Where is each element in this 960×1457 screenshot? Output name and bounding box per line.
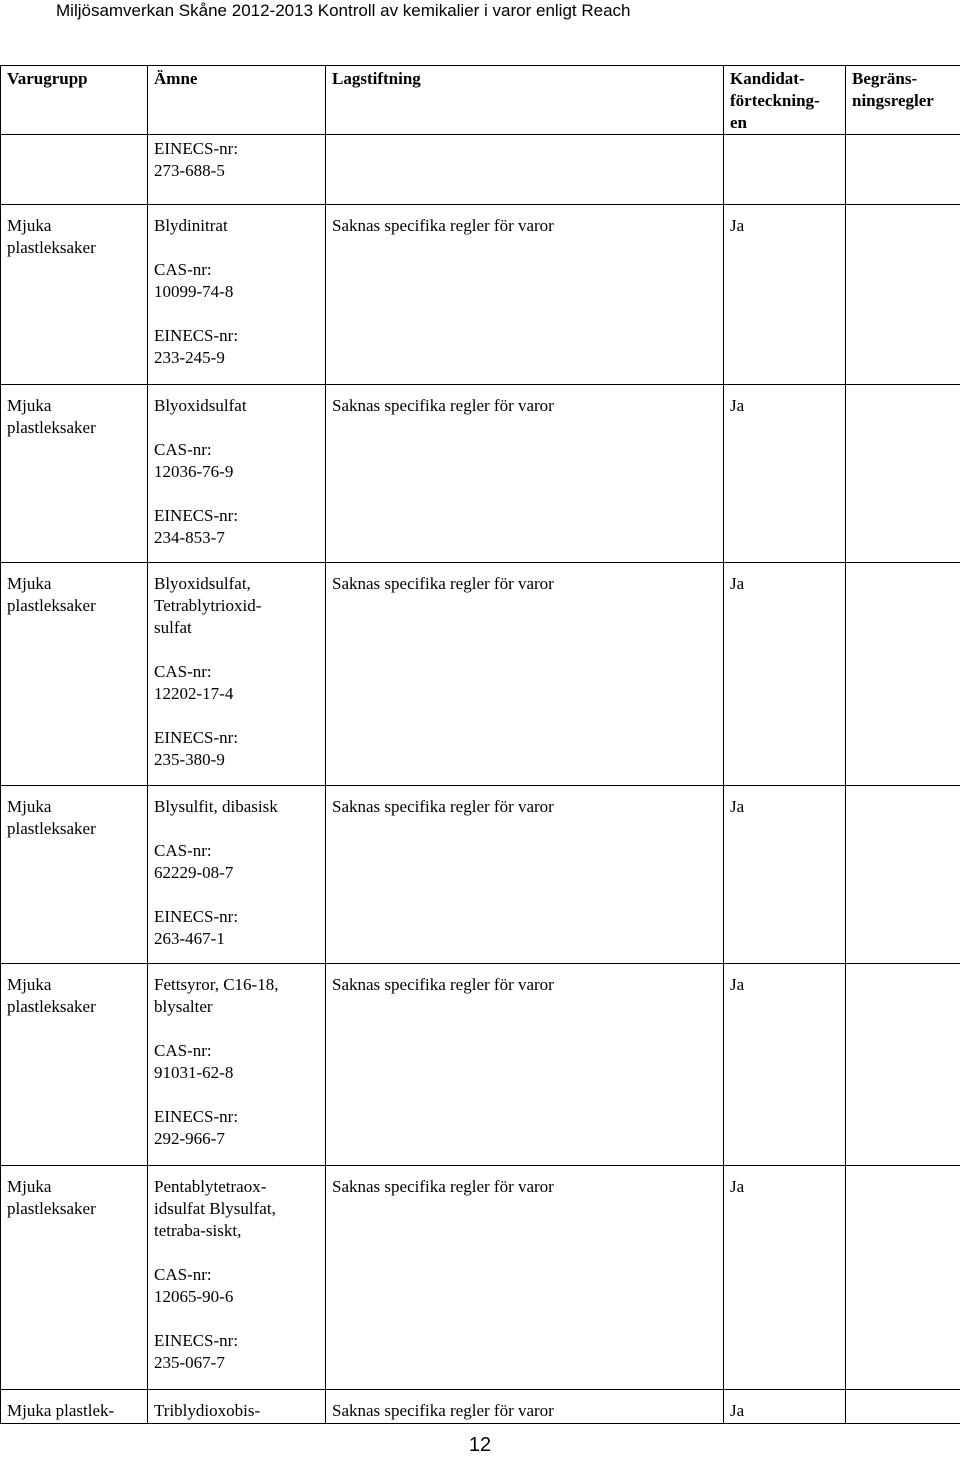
candidate-cell: Ja	[724, 385, 846, 563]
header-text: Miljösamverkan Skåne 2012-2013 Kontroll av kemikalier i varor enligt Reach	[56, 1, 631, 20]
table-row	[1, 563, 960, 786]
group-cell: Mjuka plastlek-	[1, 1390, 148, 1424]
substance-name: Fettsyror, C16-18, blysalter	[154, 975, 279, 1016]
group-cell: Mjuka plastleksaker	[1, 385, 148, 563]
candidate-cell: Ja	[724, 205, 846, 385]
col-header-begransning: Begräns-ningsregler	[846, 66, 960, 135]
substance-cell	[148, 385, 326, 563]
restriction-cell	[846, 385, 960, 563]
candidate-cell: Ja	[724, 1390, 846, 1424]
page-header	[0, 0, 960, 24]
table-header-row	[1, 66, 960, 135]
group-cell: Mjuka plastleksaker	[1, 1166, 148, 1390]
substance-cell	[148, 786, 326, 964]
restriction-cell	[846, 786, 960, 964]
substance-name: Blyoxidsulfat, Tetrablytrioxid-sulfat	[154, 574, 262, 637]
substance-name: Blysulfit, dibasisk	[154, 797, 278, 816]
law-cell: Saknas specifika regler för varor	[326, 964, 724, 1166]
table-row	[1, 1390, 960, 1424]
einecs-number: EINECS-nr: 263-467-1	[154, 907, 239, 948]
col-header-kandidat: Kandidat-förteckning-en	[724, 66, 846, 135]
substance-cell	[148, 563, 326, 786]
restriction-cell	[846, 1166, 960, 1390]
cas-number: CAS-nr: 10099-74-8	[154, 260, 234, 301]
candidate-cell: Ja	[724, 1166, 846, 1390]
einecs-number: EINECS-nr: 233-245-9	[154, 326, 239, 367]
substance-cell: Triblydioxobis-	[148, 1390, 326, 1424]
einecs-value: 273-688-5	[154, 161, 225, 180]
restriction-cell	[846, 1390, 960, 1424]
law-cell: Saknas specifika regler för varor	[326, 563, 724, 786]
law-cell: Saknas specifika regler för varor	[326, 786, 724, 964]
group-cell: Mjuka plastleksaker	[1, 964, 148, 1166]
restriction-cell	[846, 205, 960, 385]
law-cell: Saknas specifika regler för varor	[326, 205, 724, 385]
law-cell: Saknas specifika regler för varor	[326, 1390, 724, 1424]
substance-cell	[148, 205, 326, 385]
cas-number: CAS-nr: 12202-17-4	[154, 662, 234, 703]
cas-number: CAS-nr: 62229-08-7	[154, 841, 234, 882]
group-cell: Mjuka plastleksaker	[1, 786, 148, 964]
cas-number: CAS-nr: 91031-62-8	[154, 1041, 234, 1082]
group-cell: Mjuka plastleksaker	[1, 205, 148, 385]
table-row	[1, 205, 960, 385]
einecs-number: EINECS-nr: 235-380-9	[154, 728, 239, 769]
group-cell: Mjuka plastleksaker	[1, 563, 148, 786]
col-header-amne: Ämne	[148, 66, 326, 135]
restriction-cell	[846, 563, 960, 786]
table-row-continuation	[1, 135, 960, 205]
einecs-number: EINECS-nr: 234-853-7	[154, 506, 239, 547]
cas-number: CAS-nr: 12036-76-9	[154, 440, 234, 481]
table-row	[1, 786, 960, 964]
regulation-table	[0, 65, 960, 1424]
table-row	[1, 964, 960, 1166]
law-cell: Saknas specifika regler för varor	[326, 385, 724, 563]
einecs-number: EINECS-nr: 292-966-7	[154, 1107, 239, 1148]
restriction-cell	[846, 964, 960, 1166]
substance-cell	[148, 964, 326, 1166]
substance-name: Blydinitrat	[154, 216, 228, 235]
substance-name: Blyoxidsulfat	[154, 396, 247, 415]
einecs-label: EINECS-nr:	[154, 139, 239, 158]
candidate-cell: Ja	[724, 563, 846, 786]
einecs-number: EINECS-nr: 235-067-7	[154, 1331, 239, 1372]
substance-name: Pentablytetraox-idsulfat Blysulfat, tetraba-siskt,	[154, 1177, 276, 1240]
col-header-lagstiftning: Lagstiftning	[326, 66, 724, 135]
candidate-cell: Ja	[724, 786, 846, 964]
cas-number: CAS-nr: 12065-90-6	[154, 1265, 234, 1306]
table-row	[1, 385, 960, 563]
col-header-varugrupp: Varugrupp	[1, 66, 148, 135]
substance-cell	[148, 1166, 326, 1390]
substance-cell	[148, 135, 326, 205]
table-row	[1, 1166, 960, 1390]
candidate-cell: Ja	[724, 964, 846, 1166]
page-number: 12	[468, 1434, 492, 1456]
law-cell: Saknas specifika regler för varor	[326, 1166, 724, 1390]
